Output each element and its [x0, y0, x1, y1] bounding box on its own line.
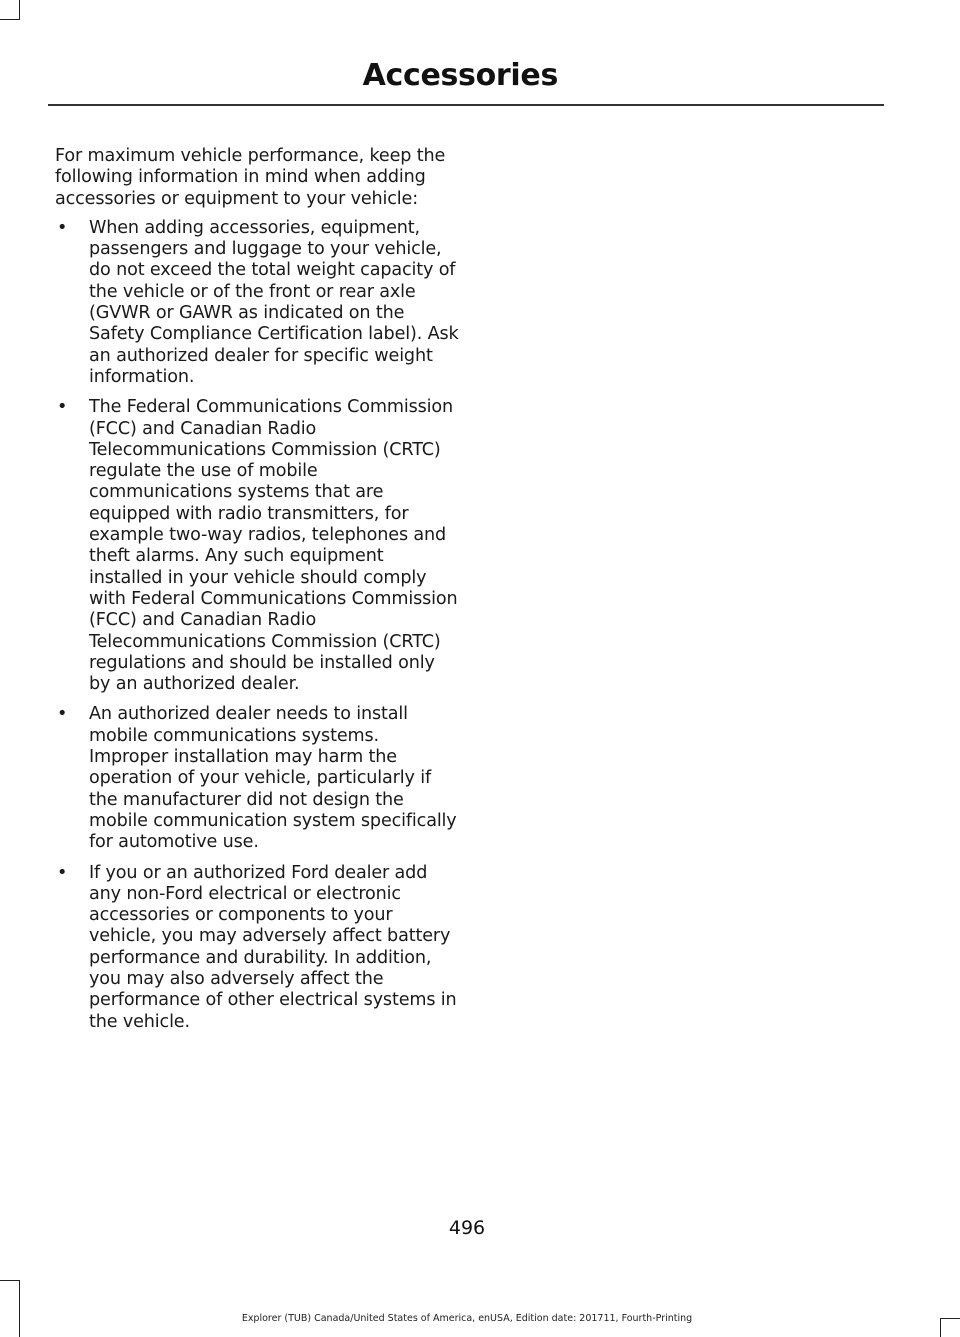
crop-mark-bottom-left-vertical: [19, 1280, 20, 1337]
bullet-icon: •: [57, 217, 68, 238]
list-item: [55, 218, 460, 388]
list-item-text: An authorized dealer needs to install mobile communications systems. Improper installation may harm the operation of your vehicle, particularly if the manufacturer did not design the mobile communication system specifically for automotive use.: [89, 704, 457, 853]
crop-mark-bottom-right-vertical: [940, 1318, 941, 1337]
list-item-text: If you or an authorized Ford dealer add any non-Ford electrical or electronic accessories or components to your vehicle, you may adversely affect battery performance and durability. In addition, you may also adversely affect the performance of other electrical systems in the vehicle.: [89, 862, 457, 1032]
list-item: [55, 863, 460, 1033]
list-item: [55, 704, 460, 853]
page-title: Accessories: [362, 58, 558, 93]
crop-mark-top-left-vertical: [19, 0, 20, 20]
crop-mark-top-left-horizontal: [0, 19, 20, 20]
body-content: [55, 146, 460, 1042]
header-rule: [48, 104, 884, 106]
bullet-icon: •: [57, 704, 68, 725]
page-number: 496: [448, 1217, 486, 1239]
crop-mark-bottom-right-horizontal: [940, 1318, 960, 1319]
crop-mark-bottom-left-horizontal: [0, 1280, 20, 1281]
edition-footer: Explorer (TUB) Canada/United States of America, enUSA, Edition date: 201711, Fourth-Printing: [241, 1313, 693, 1324]
bullet-icon: •: [57, 862, 68, 883]
list-item-text: When adding accessories, equipment, passengers and luggage to your vehicle, do not exceed the total weight capacity of the vehicle or of the front or rear axle (GVWR or GAWR as indicated on the Safety Compliance Certification label). Ask an authorized dealer for specific weight information.: [89, 217, 459, 387]
list-item: [55, 397, 460, 695]
bullet-icon: •: [57, 397, 68, 418]
bullet-list: [55, 218, 460, 1033]
intro-paragraph: For maximum vehicle performance, keep the following information in mind when adding accessories or equipment to your vehicle:: [55, 146, 446, 209]
list-item-text: The Federal Communications Commission (FCC) and Canadian Radio Telecommunications Commission (CRTC) regulate the use of mobile communications systems that are equipped with radio transmitters, for example two-way radios, telephones and theft alarms. Any such equipment installed in your vehicle should comply with Federal Communications Commission (FCC) and Canadian Radio Telecommunications Commission (CRTC) regulations and should be installed only by an authorized dealer.: [89, 397, 458, 695]
